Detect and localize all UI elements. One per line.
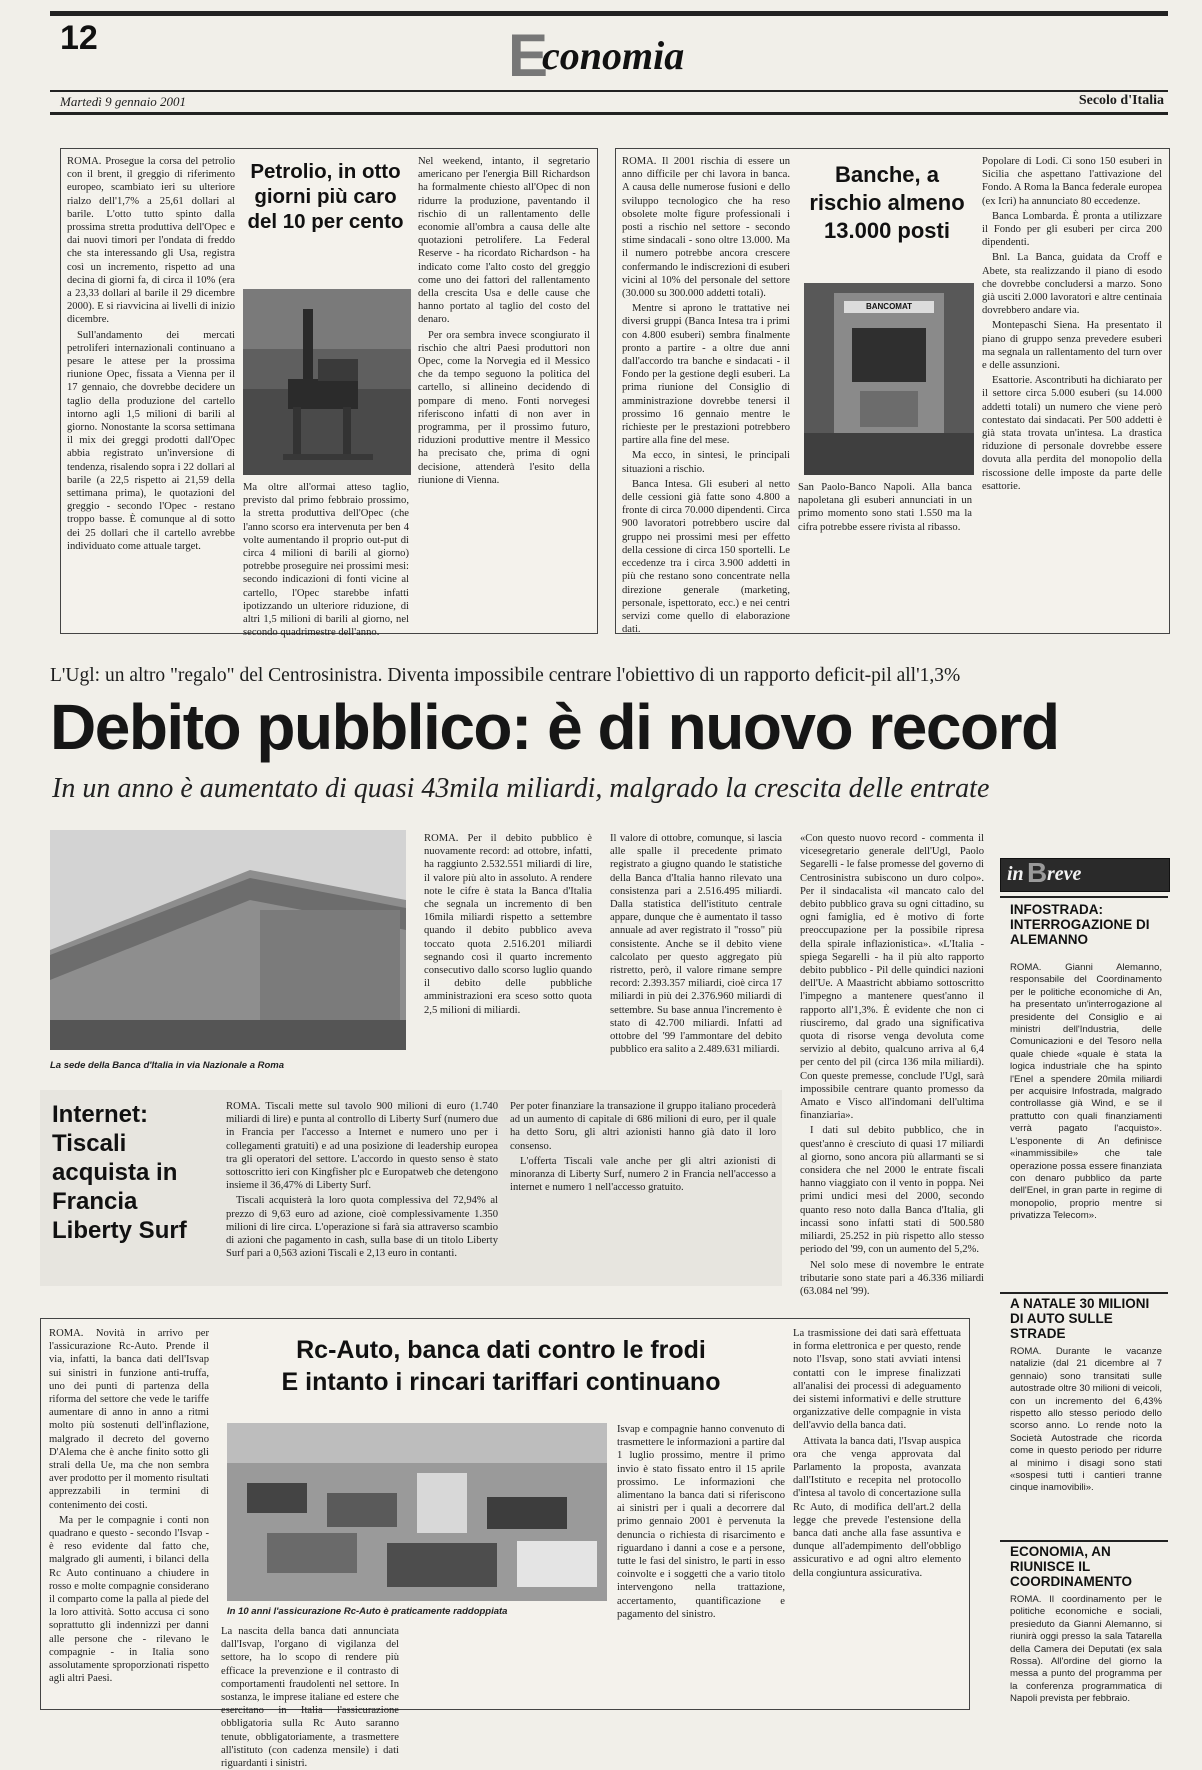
newspaper-name: Secolo d'Italia xyxy=(1078,93,1164,108)
section-initial: E xyxy=(508,22,549,89)
petrolio-para-3: Ma oltre all'ormai atteso taglio, previsto dal primo febbraio prossimo, la stretta produttiva dell'Opec (che l'anno scorso era intervenuta per ben 4 volte aumentando il proprio out-put di circa 4 milioni di barili al giorno) potrebbe proseguire nei prossimi mesi: secondo indicazioni di fonti vicine al cartello, l'Opec starebbe infatti ipotizzando un ulteriore riduzione, di altri 1,5 milioni di barili al giorno, nel secondo quadrimestre dell'anno. xyxy=(243,482,409,639)
rcauto-column-1 xyxy=(49,1327,209,1703)
breve-header xyxy=(1000,858,1170,892)
banche-column-3 xyxy=(982,155,1162,625)
banche-para-6: Popolare di Lodi. Ci sono 150 esuberi in Sicilia che aspettano l'attivazione del Fondo. A Roma la Banca federale europea (ex Icri) ha annunciato 80 eccedenze. xyxy=(982,156,1162,207)
banche-column-1 xyxy=(622,155,790,636)
page-number: 12 xyxy=(60,19,98,57)
banche-para-3: Ma ecco, in sintesi, le principali situazioni a rischio. xyxy=(622,450,790,475)
banche-headline: Banche, a rischio almeno 13.000 posti xyxy=(809,162,965,243)
debito-column-1 xyxy=(424,832,592,1068)
breve-text-1: ROMA. Gianni Alemanno, responsabile del Coordinamento per le politiche economiche di An, ha presentato un'interrogazione al presidente del Consiglio e ai ministri dell'Industria, delle Comunicazioni e del Tesoro nella quale chiede «quale è stata la logica industriale che ha spinto l'Enel a spendere 20mila miliardi per acquisire Infostrada, malgrado controllasse già Wind, e se il prattutto con quali finanziamenti verrà pagato l'acquisto». L'esponente di An definisce «inammissibile» che tale operazione possa essere finanziata con denaro pubblico da parte dell'Enel, in gran parte in regime di monopolio, proprio mentre si privatizza Telecom». xyxy=(1010,962,1162,1222)
breve-title-3: ECONOMIA, AN RIUNISCE IL COORDINAMENTO xyxy=(1010,1544,1133,1589)
rcauto-column-2 xyxy=(221,1625,399,1770)
banche-para-2: Mentre si aprono le trattative nei diversi gruppi (Banca Intesa tra i primi con 4.800 esuberi) sembra finalmente pronto a partire - a oltre due anni dall'accordo tra banche e sindacati - il Fondo per la gestione degli esuberi. La prima riunione del Consiglio di amministrazione dovrebbe tenersi il prossimo 16 gennaio mentre le richieste per le prestazioni potrebbero partire alla fine del mese. xyxy=(622,303,790,447)
breve-rule-2 xyxy=(1000,1292,1168,1294)
tiscali-headline: Internet: Tiscali acquista in Francia Liberty Surf xyxy=(52,1101,187,1244)
petrolio-column-2 xyxy=(243,481,409,639)
debito-column-2 xyxy=(610,832,782,1068)
banca-italia-photo xyxy=(50,830,406,1050)
header-bottom-rule xyxy=(50,112,1168,115)
breve-text-3: ROMA. Il coordinamento per le politiche economiche e sociali, presieduto da Gianni Alemanno, si riunirà oggi presso la sala Tatarella della Camera dei Deputati (ex sala Rossa). All'ordine del giorno la messa a punto del programma per la conferenza programmatica di Napoli prevista per febbraio. xyxy=(1010,1594,1162,1705)
breve-rest: reve xyxy=(1047,863,1082,885)
traffic-photo xyxy=(227,1423,607,1601)
banche-para-4: Banca Intesa. Gli esuberi al netto delle cessioni già fatte sono 4.800 a fronte di circa 70.000 dipendenti. Circa 900 lavoratori potrebbero uscire dal gruppo nei prossimi mesi per effetto della cessione di circa 150 sportelli. Le eccedenze tra i circa 3.900 addetti in più che restano sono concentrate nella direzione generale (marketing, personale, ispettorato, ecc.) e nei centri servizi come quello di elaborazione dati. xyxy=(622,478,790,636)
tiscali-para-2: Tiscali acquisterà la loro quota complessiva del 72,94% al prezzo di 9,63 euro ad azione, cioè complessivamente 1.350 milioni di lire circa. L'operazione si farà sia attraverso scambio di azioni che pagamento in cash, sulla base di un titolo Liberty Surf pari a 0,563 azioni Tiscali e 2,13 euro in contanti. xyxy=(226,1195,498,1260)
debito-para-1: ROMA. Per il debito pubblico è nuovamente record: ad ottobre, infatti, ha raggiunto 2.532.551 miliardi di lire, il valore più alto in assoluto. A rendere note le cifre è stata la Banca d'Italia che segnala un incremento di ben 16mila miliardi rispetto a settembre quando il debito pubblico aveva toccato quota 2.516.201 miliardi segnando così il quarto incremento consecutivo dallo scorso luglio quando il debito delle pubbliche amministrazioni era sceso sotto quota 2,5 milioni di miliardi. xyxy=(424,833,592,1016)
breve-initial: B xyxy=(1027,857,1048,888)
tiscali-para-4: L'offerta Tiscali vale anche per gli altri azionisti di minoranza di Liberty Surf, numero 2 in Francia nell'accesso a internet e numero 1 nell'accesso gratuito. xyxy=(510,1155,776,1194)
tiscali-para-1: ROMA. Tiscali mette sul tavolo 900 milioni di euro (1.740 miliardi di lire) e punta al controllo di Liberty Surf (numero due in Francia per l'accesso a Internet e numero uno per i collegamenti gratuiti) e ad una posizione di leadership europea tra gli operatori del settore. L'accordo in questo senso è stato sottoscritto ieri con Kingfisher plc e Europatweb che detengono insieme il 36,47% di Liberty Surf. xyxy=(226,1101,498,1192)
debito-kicker: L'Ugl: un altro "regalo" del Centrosinistra. Diventa impossibile centrare l'obiettivo di un rapporto deficit-pil all'1,3% xyxy=(50,665,961,686)
debito-para-4: I dati sul debito pubblico, che in quest'anno è cresciuto di quasi 17 miliardi al giorno, sono ancora più allarmanti se si considera che nel 2000 le entrate fiscali hanno viaggiato con il vento in poppa. Nei primi undici mesi del 2000, secondo quanto reso noto dalla Banca d'Italia, gli incassi sono infatti stati di 500.580 miliardi, 25.252 in più rispetto allo stesso periodo del '99, con un aumento del 5,2%. xyxy=(800,1125,984,1256)
tiscali-column-2 xyxy=(510,1100,776,1280)
breve-title-2: A NATALE 30 MILIONI DI AUTO SULLE STRADE xyxy=(1010,1296,1150,1341)
rcauto-para-3: La nascita della banca dati annunciata dall'Isvap, l'organo di vigilanza del settore, ha lo scopo di rendere più efficace la prevenzione e il contrasto di comportamenti fraudolenti nel settore. In sostanza, le imprese italiane ed estere che esercitano in Italia l'assicurazione obbligatoria sulla Rc Auto saranno tenute, obbligatoriamente, a trasmettere all'istituto (con cadenza mensile) i dati riguardanti i sinistri. xyxy=(221,1626,399,1770)
banche-para-1: ROMA. Il 2001 rischia di essere un anno difficile per chi lavora in banca. A causa delle numerose fusioni e dello sviluppo tecnologico che ha reso obsolete molte figure professionali i posti a rischio nel settore - secondo stime sindacali - sono oltre 13.000. Ma il numero potrebbe ancora crescere confermando le indiscrezioni di esuberi vicini al 10% del personale del settore (30.000 su 300.000 addetti totali). xyxy=(622,156,790,300)
oil-platform-photo xyxy=(243,289,411,475)
traffic-photo-caption: In 10 anni l'assicurazione Rc-Auto è praticamente raddoppiata xyxy=(227,1606,508,1617)
breve-text-2: ROMA. Durante le vacanze natalizie (dal 21 dicembre al 7 gennaio) sono transitati sulle autostrade oltre 30 milioni di veicoli, con un incremento del 6,43% rispetto allo stesso periodo dello scorso anno. Lo rende noto la Società Autostrade che ricorda come in questo periodo per ridurre al minimo i disagi sono stati «sospesi tutti i cantieri tranne cinque inamovibili». xyxy=(1010,1346,1162,1494)
debito-para-5: Nel solo mese di novembre le entrate tributarie sono state pari a 46.336 miliardi (63.084 nel '99). xyxy=(800,1259,984,1297)
breve-title-1: INFOSTRADA: INTERROGAZIONE DI ALEMANNO xyxy=(1010,902,1150,947)
banche-para-8: Bnl. La Banca, guidata da Croff e Abete, sta realizzando il piano di esodo che dovrebbe concludersi a marzo. Sono già usciti 2.000 lavoratori e altre centinaia dovrebbero andare via. xyxy=(982,252,1162,317)
banca-italia-caption: La sede della Banca d'Italia in via Nazionale a Roma xyxy=(50,1060,285,1071)
rcauto-para-4: Isvap e compagnie hanno convenuto di trasmettere le informazioni a partire dal 1 luglio prossimo, mentre il primo invio è stato fissato entro il 15 aprile prossimo. Le informazioni che alimentano la banca dati si riferiscono ai sinistri per i quali a decorrere dal primo gennaio 2001 è pervenuta la denuncia o richiesta di risarcimento e riguardano i danni a cose e a persone, tutte le fasi del sinistro, le parti in esso coinvolte e i soggetti che a vario titolo intervengono nella trattazione, accertamento, quantificazione e pagamento del sinistro. xyxy=(617,1424,785,1620)
tiscali-article-box xyxy=(40,1090,782,1286)
section-title xyxy=(508,22,685,89)
top-rule xyxy=(50,11,1168,16)
bancomat-sign: BANCOMAT xyxy=(865,302,913,311)
rcauto-para-2: Ma per le compagnie i conti non quadrano e questo - secondo l'Isvap - è reso evidente dal fatto che, malgrado gli aumenti, i bilanci della Rc Auto continuano a chiudere in rosso e molte compagnie considerano il comparto come la palla al piede del la loro attività. Sotto accusa ci sono soprattutto gli indennizzi per danni alle persone che - rilevano le compagnie - in Italia sono assolutamente sproporzionati rispetto agli altri Paesi. xyxy=(49,1514,209,1685)
banche-para-5: San Paolo-Banco Napoli. Alla banca napoletana gli esuberi annunciati in un primo momento sono stati 1.550 ma la cifra potrebbe essere rivista al ribasso. xyxy=(798,482,972,533)
banche-para-9: Montepaschi Siena. Ha presentato il piano di gruppo senza prevedere esuberi ma segnala un rallentamento del turn over e delle assunzioni. xyxy=(982,320,1162,372)
rcauto-column-4 xyxy=(793,1327,961,1703)
debito-headline: Debito pubblico: è di nuovo record xyxy=(50,691,1059,763)
rcauto-para-5: La trasmissione dei dati sarà effettuata in forma elettronica e per questo, rende noto l'Isvap, sono stati avviati intensi contatti con le imprese finalizzati all'analisi dei processi di adeguamento dei sistemi informativi e delle strutture organizzative delle compagnie in vista dell'avvio della banca dati. xyxy=(793,1328,961,1432)
petrolio-article-box xyxy=(60,148,598,639)
debito-subhead: In un anno è aumentato di quasi 43mila miliardi, malgrado la crescita delle entrate xyxy=(52,773,990,804)
petrolio-para-2: Sull'andamento dei mercati petroliferi internazionali continuano a pesare le attese per la prossima riunione Opec, fissata a Vienna per il 17 gennaio, che dovrebbe decidere un taglio della produzione del cartello intorno agli 1,5 milioni di barili al giorno. Nonostante la scorsa settimana il mix dei greggi prodotti dall'Opec abbia registrato un'inversione di tendenza, risalendo sopra i 22 dollari al barile (a 22,5 rispetto ai 21,59 della settimana prima), le quotazioni del greggio - secondo l'Opec - restano troppo basse. È comunque al di sotto dei 25 dollari che il cartello avrebbe individuato come attuale target. xyxy=(67,329,235,552)
rcauto-para-6: Attivata la banca dati, l'Isvap auspica ora che venga approvata dal Parlamento la proposta, avanzata dall'Istituto e recepita nel protocollo d'intesa al tavolo di concertazione sulla Rc Auto, di modifica dell'art.2 della legge che prevede l'estensione della banca dati anche alla fase assuntiva e dunque all'adempimento dell'obbligo assicurativo e ad ogni altro elemento della congiuntura assicurativa. xyxy=(793,1435,961,1579)
tiscali-para-3: Per poter finanziare la transazione il gruppo italiano procederà ad un aumento di capitale di 686 milioni di euro, per il quale ha detto Soru, gli altri azionisti hanno già dato il loro consenso. xyxy=(510,1101,776,1152)
tiscali-column-1 xyxy=(226,1100,498,1280)
rcauto-article-box xyxy=(40,1318,970,1770)
rcauto-headline-1: Rc-Auto, banca dati contro le frodi xyxy=(296,1336,706,1364)
petrolio-column-1 xyxy=(67,155,235,625)
debito-para-2: Il valore di ottobre, comunque, si lascia alle spalle il precedente primato registrato a giugno quando le statistiche della Banca d'Italia hanno rilevato una consistenza pari a 2.516.495 miliardi. Dalla statistica dell'istituto centrale appare, dunque che è aumentato il tasso annuale ad aver registrato il "rosso" più consistente. Anche se il debito viene calcolato per questo aggregato più ristretto, però, il valore rimane sempre record: 2.393.357 miliardi, cioè circa 17 miliardi in più dei 2.376.960 miliardi di settembre. Su base annua l'incremento è stato di 42.700 miliardi. Infatti ad ottobre del '99 l'ammontare del debito pubblico era salito a 2.489.631 miliardi. xyxy=(610,833,782,1056)
petrolio-para-5: Per ora sembra invece scongiurato il rischio che altri Paesi produttori non Opec, come la Norvegia ed il Messico che da tempo seguono la politica del cartello, si allineino decidendo di pompare di meno. Fonti norvegesi riferiscono infatti di non aver in programma, per il prossimo futuro, riduzioni produttive mentre il Messico ha precisato che, prima di ogni decisione, attenderà l'esito della riunione di Vienna. xyxy=(418,329,590,486)
petrolio-para-4: Nel weekend, intanto, il segretario americano per l'energia Bill Richardson ha formalmente chiesto all'Opec di non ridurre la produzione, paventando il rischio di un rallentamento delle economie all'ombra a causa delle alte quotazioni petrolifere. La Federal Reserve - ha ricordato Richardson - ha indicato come l'alto costo del greggio come uno dei fattori del rallentamento della crescita Usa e delle cause che hanno portato al taglio del costo del denaro. xyxy=(418,156,590,326)
header-rule xyxy=(50,90,1168,92)
debito-para-3: «Con questo nuovo record - commenta il vicesegretario generale dell'Ugl, Paolo Segarelli - le false promesse del governo di Centrosinistra subiscono un duro colpo». Per il sindacalista «il mancato calo del debito pubblico grava su ogni cittadino, su ogni famiglia, ed è motivo di forte preoccupazione per la possibile ripresa della spirale inflazionistica». «L'Italia - spiega Segarelli - ha il più alto rapporto debito pubblico - Pil delle quindici nazioni dell'Ue. A Maastricht abbiamo sottoscritto l'impegno a mantenere quest'anno il rapporto all'1,3%. È evidente che non ci riusciremo, dal grado una significativa quota di risorse venga devoluta come servizio al debito, qualcuno arriva al 6,4 per cento del pil (circa 136 mila miliardi). Con queste premesse, conclude l'Ugl, sarà impossibile centrare quanto promesso da Amato e Visco all'indomani dell'ultima finanziaria». xyxy=(800,833,984,1122)
petrolio-para-1: ROMA. Prosegue la corsa del petrolio con il brent, il greggio di riferimento europeo, scambiato ieri su ulteriore rialzo dell'1,7% a 25,61 dollari al barile. L'otto tutto spinto dalla prossima stretta produttiva dell'Opec e dai nuovi timori per l'ondata di freddo che sta interessando gli Usa, registra così un incremento, rispetto ad una decina di giorni fa, di circa il 10% (era a 23,33 dollari al barile il 29 dicembre 2000). E si riavvicina ai livelli di inizio dicembre. xyxy=(67,156,235,326)
banche-para-7: Banca Lombarda. È pronta a utilizzare il Fondo per gli esuberi per circa 200 dipendenti. xyxy=(982,210,1162,249)
petrolio-headline: Petrolio, in otto giorni più caro del 10 per cento xyxy=(247,160,404,233)
rcauto-para-1: ROMA. Novità in arrivo per l'assicurazione Rc-Auto. Prende il via, infatti, la banca dati dell'Isvap sui sinistri in funzione anti-truffa, uno dei punti di partenza della riforma del settore che vede le tariffe aumentare di anno in anno a ritmi molto più sostenuti dell'inflazione, malgrado il decreto del governo D'Alema che è anche finito sotto gli strali della Ue, ma che non sembra aver prodotto per il momento risultati apprezzabili in termini di contenimento dei costi. xyxy=(49,1328,209,1511)
section-rest: conomia xyxy=(542,33,685,78)
banche-column-2 xyxy=(798,481,972,627)
debito-column-3 xyxy=(800,832,984,1297)
issue-date: Martedì 9 gennaio 2001 xyxy=(60,94,187,109)
rcauto-column-3 xyxy=(617,1423,785,1703)
breve-rule-3 xyxy=(1000,1540,1168,1542)
bancomat-photo xyxy=(804,283,974,475)
breve-prefix: in xyxy=(1007,863,1024,885)
banche-para-10: Esattorie. Ascontributi ha dichiarato per il settore circa 5.000 esuberi (su 14.000 addetti totali) un numero che viene però contestato dai sindacati. Per 500 addetti è già stata trovata un'intesa. La drastica riduzione di personale dovrebbe essere dovuta alla perdita del monopolio della riscossione delle imposte da parte delle esattorie. xyxy=(982,375,1162,492)
rcauto-headline-2: E intanto i rincari tariffari continuano xyxy=(281,1368,721,1396)
banche-article-box xyxy=(615,148,1170,634)
petrolio-column-3 xyxy=(418,155,590,625)
breve-rule-1 xyxy=(1000,896,1168,898)
